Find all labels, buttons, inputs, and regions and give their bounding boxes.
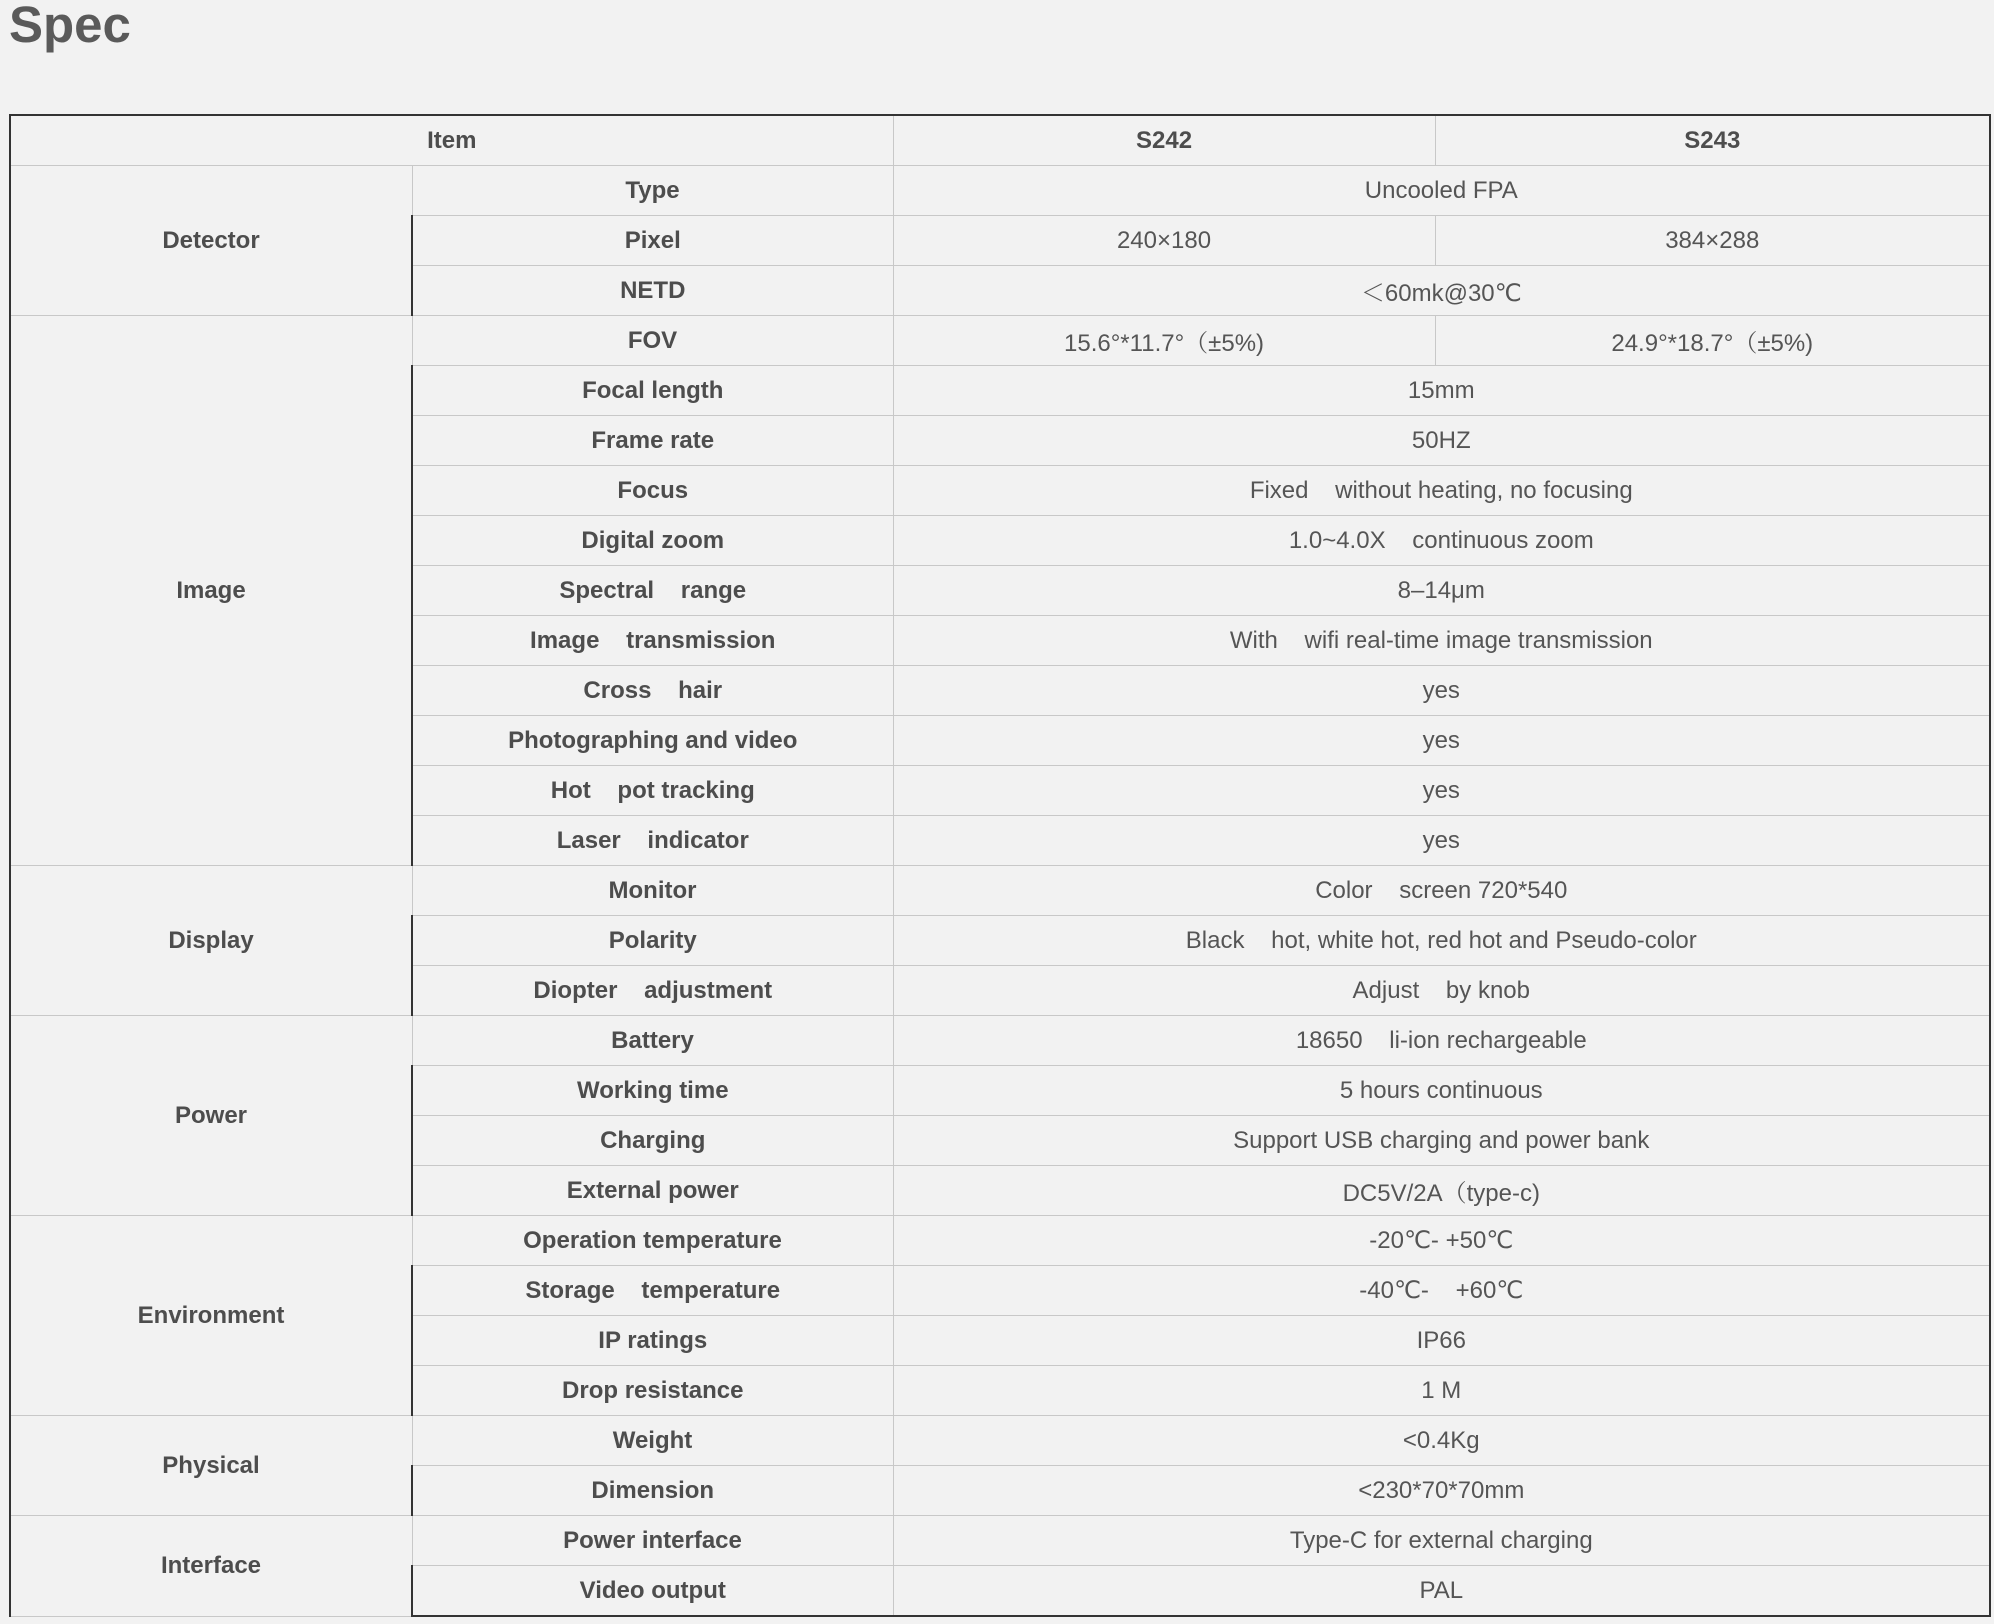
spec-value: ＜60mk@30℃ <box>893 266 1990 316</box>
spec-value: yes <box>893 766 1990 816</box>
spec-value: -40℃- +60℃ <box>893 1266 1990 1316</box>
table-row <box>10 166 1990 216</box>
spec-label: Cross hair <box>412 666 893 716</box>
group-label: Image <box>10 316 412 866</box>
spec-label: Working time <box>412 1066 893 1116</box>
spec-table <box>9 114 1991 1617</box>
spec-label: Type <box>412 166 893 216</box>
spec-label: Battery <box>412 1016 893 1066</box>
spec-value: 8–14μm <box>893 566 1990 616</box>
spec-value: 18650 li-ion rechargeable <box>893 1016 1990 1066</box>
header-model-s242: S242 <box>893 115 1435 166</box>
group-label: Interface <box>10 1516 412 1617</box>
spec-label: Weight <box>412 1416 893 1466</box>
spec-label: Focal length <box>412 366 893 416</box>
group-label: Environment <box>10 1216 412 1416</box>
spec-label: Video output <box>412 1566 893 1617</box>
spec-label: Hot pot tracking <box>412 766 893 816</box>
spec-value: Type-C for external charging <box>893 1516 1990 1566</box>
page-title: Spec <box>9 0 131 53</box>
table-row <box>10 1216 1990 1266</box>
group-label: Physical <box>10 1416 412 1516</box>
table-row <box>10 316 1990 366</box>
spec-label: FOV <box>412 316 893 366</box>
spec-value: yes <box>893 666 1990 716</box>
spec-value: Uncooled FPA <box>893 166 1990 216</box>
spec-value: 5 hours continuous <box>893 1066 1990 1116</box>
spec-label: NETD <box>412 266 893 316</box>
spec-value: 15mm <box>893 366 1990 416</box>
spec-value: Fixed without heating, no focusing <box>893 466 1990 516</box>
table-row <box>10 866 1990 916</box>
spec-value: yes <box>893 716 1990 766</box>
spec-label: IP ratings <box>412 1316 893 1366</box>
spec-label: Spectral range <box>412 566 893 616</box>
spec-label: Dimension <box>412 1466 893 1516</box>
spec-value: 24.9°*18.7°（±5%) <box>1435 316 1990 366</box>
spec-value: Color screen 720*540 <box>893 866 1990 916</box>
spec-value: Adjust by knob <box>893 966 1990 1016</box>
spec-value: Black hot, white hot, red hot and Pseudo-color <box>893 916 1990 966</box>
spec-value: DC5V/2A（type-c) <box>893 1166 1990 1216</box>
spec-label: Polarity <box>412 916 893 966</box>
spec-value: 384×288 <box>1435 216 1990 266</box>
spec-label: Pixel <box>412 216 893 266</box>
spec-value: 1.0~4.0X continuous zoom <box>893 516 1990 566</box>
spec-label: Storage temperature <box>412 1266 893 1316</box>
spec-label: Power interface <box>412 1516 893 1566</box>
group-label: Display <box>10 866 412 1016</box>
spec-value: 50HZ <box>893 416 1990 466</box>
spec-label: Drop resistance <box>412 1366 893 1416</box>
spec-label: Image transmission <box>412 616 893 666</box>
spec-label: Frame rate <box>412 416 893 466</box>
group-label: Power <box>10 1016 412 1216</box>
header-item: Item <box>10 115 893 166</box>
spec-label: Operation temperature <box>412 1216 893 1266</box>
spec-value: IP66 <box>893 1316 1990 1366</box>
header-row <box>10 115 1990 166</box>
group-label: Detector <box>10 166 412 316</box>
spec-value: With wifi real-time image transmission <box>893 616 1990 666</box>
table-row <box>10 1416 1990 1466</box>
spec-label: Focus <box>412 466 893 516</box>
spec-label: External power <box>412 1166 893 1216</box>
spec-label: Laser indicator <box>412 816 893 866</box>
spec-label: Photographing and video <box>412 716 893 766</box>
spec-label: Monitor <box>412 866 893 916</box>
table-row <box>10 1016 1990 1066</box>
spec-value: PAL <box>893 1566 1990 1617</box>
spec-value: Support USB charging and power bank <box>893 1116 1990 1166</box>
spec-label: Digital zoom <box>412 516 893 566</box>
spec-value: <230*70*70mm <box>893 1466 1990 1516</box>
spec-table-body <box>10 115 1990 1616</box>
spec-value: -20℃- +50℃ <box>893 1216 1990 1266</box>
spec-value: <0.4Kg <box>893 1416 1990 1466</box>
spec-label: Charging <box>412 1116 893 1166</box>
header-model-s243: S243 <box>1435 115 1990 166</box>
spec-label: Diopter adjustment <box>412 966 893 1016</box>
spec-value: 240×180 <box>893 216 1435 266</box>
table-row <box>10 1516 1990 1566</box>
spec-value: 1 M <box>893 1366 1990 1416</box>
spec-value: 15.6°*11.7°（±5%) <box>893 316 1435 366</box>
spec-value: yes <box>893 816 1990 866</box>
